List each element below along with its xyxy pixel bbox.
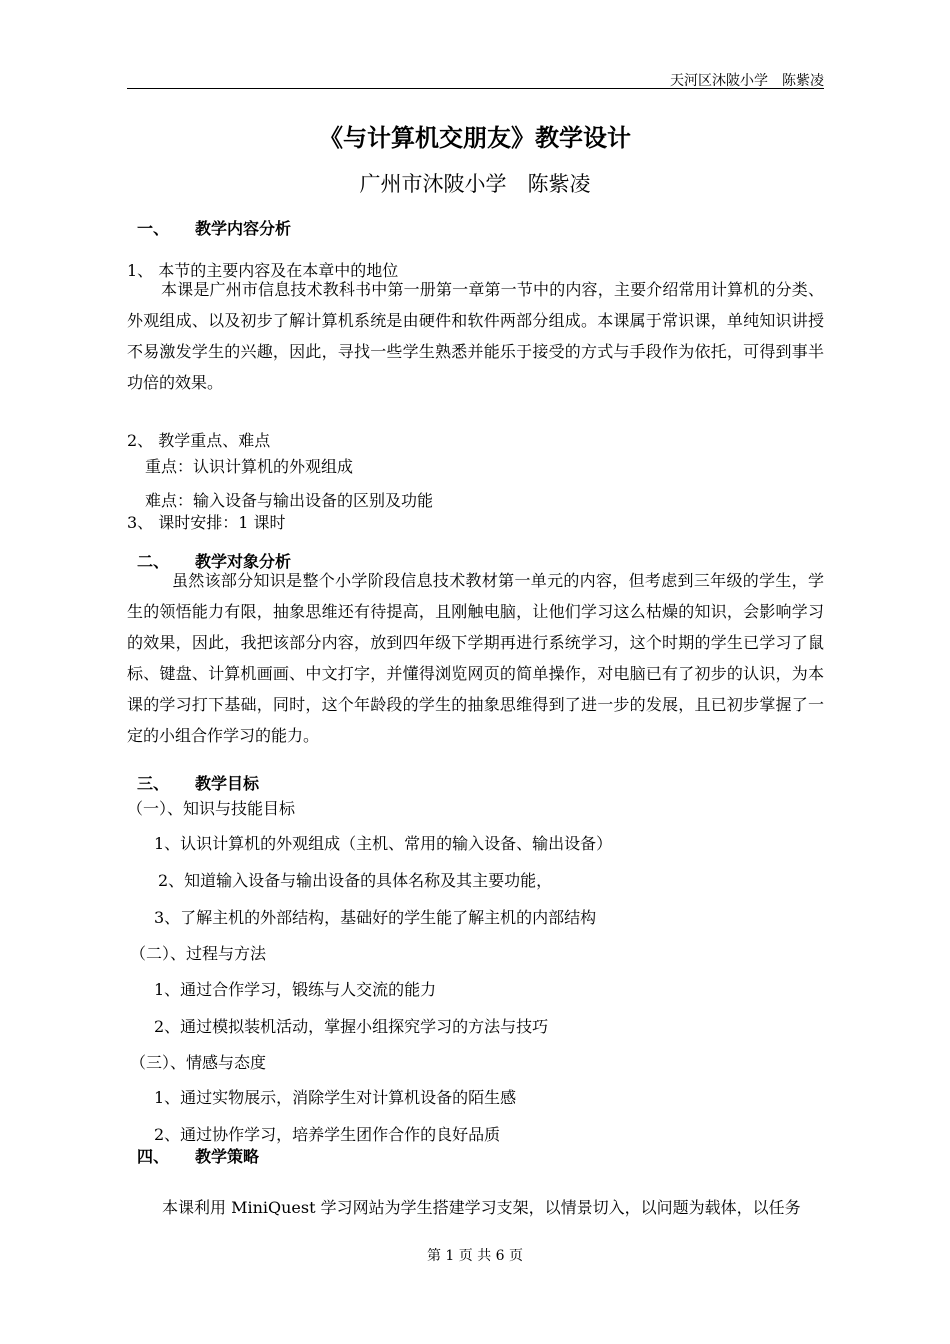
goal-heading-knowledge: （一）、知识与技能目标 (127, 799, 296, 818)
document-title: 《与计算机交朋友》教学设计 (319, 124, 631, 152)
difficulty-point: 难点：输入设备与输出设备的区别及功能 (145, 491, 434, 510)
section-title: 教学内容分析 (195, 219, 292, 238)
goal-item: 1、认识计算机的外观组成（主机、常用的输入设备、输出设备） (154, 834, 613, 853)
goal-heading-attitude: （三）、情感与态度 (130, 1053, 267, 1072)
paragraph-content-analysis: 本课是广州市信息技术教科书中第一册第一章第一节中的内容，主要介绍常用计算机的分类、外观组成、以及初步了解计算机系统是由硬件和软件两部分组成。本课属于常识课，单纯知识讲授不易激发学生的兴趣，因此，寻找一些学生熟悉并能乐于接受的方式与手段作为依托，可得到事半功倍的效果。 (127, 280, 824, 392)
goal-item: 1、通过合作学习，锻练与人交流的能力 (154, 980, 437, 999)
document-subtitle: 广州市沐陂小学 陈紫凌 (359, 172, 591, 196)
item-2: 2、 教学重点、难点 (127, 431, 271, 450)
goal-item: 2、通过协作学习，培养学生团作合作的良好品质 (154, 1125, 501, 1144)
key-point: 重点：认识计算机的外观组成 (145, 457, 354, 476)
section-title: 教学目标 (195, 774, 260, 793)
paragraph-student-analysis: 虽然该部分知识是整个小学阶段信息技术教材第一单元的内容，但考虑到三年级的学生，学生的领悟能力有限，抽象思维还有待提高，且刚触电脑，让他们学习这么枯燥的知识，会影响学习的效果，因此，我把该部分内容，放到四年级下学期再进行系统学习，这个时期的学生已学习了鼠标、键盘、计算机画画、中文打字，并懂得浏览网页的简单操作，对电脑已有了初步的认识，为本课的学习打下基础，同时，这个年龄段的学生的抽象思维得到了进一步的发展，且已初步掌握了一定的小组合作学习的能力。 (127, 571, 824, 745)
goal-heading-process: （二）、过程与方法 (130, 944, 267, 963)
goal-item: 3、了解主机的外部结构，基础好的学生能了解主机的内部结构 (154, 908, 597, 927)
goal-item: 1、通过实物展示，消除学生对计算机设备的陌生感 (154, 1088, 517, 1107)
header-rule (127, 88, 824, 89)
section-number: 三、 (137, 774, 170, 793)
section-title: 教学对象分析 (195, 552, 292, 571)
section-number: 二、 (137, 552, 170, 571)
section-number: 四、 (137, 1147, 170, 1166)
paragraph-strategy: 本课利用 MiniQuest 学习网站为学生搭建学习支架，以情景切入，以问题为载体，以任务 (162, 1198, 801, 1217)
item-1: 1、 本节的主要内容及在本章中的地位 (127, 261, 399, 280)
running-header: 天河区沐陂小学 陈紫凌 (670, 73, 824, 89)
section-title: 教学策略 (195, 1147, 260, 1166)
item-3: 3、 课时安排：1 课时 (127, 513, 286, 532)
goal-item: 2、通过模拟装机活动，掌握小组探究学习的方法与技巧 (154, 1017, 549, 1036)
goal-item: 2、知道输入设备与输出设备的具体名称及其主要功能， (158, 871, 553, 890)
page-footer: 第 1 页 共 6 页 (426, 1248, 524, 1264)
section-number: 一、 (137, 219, 170, 238)
